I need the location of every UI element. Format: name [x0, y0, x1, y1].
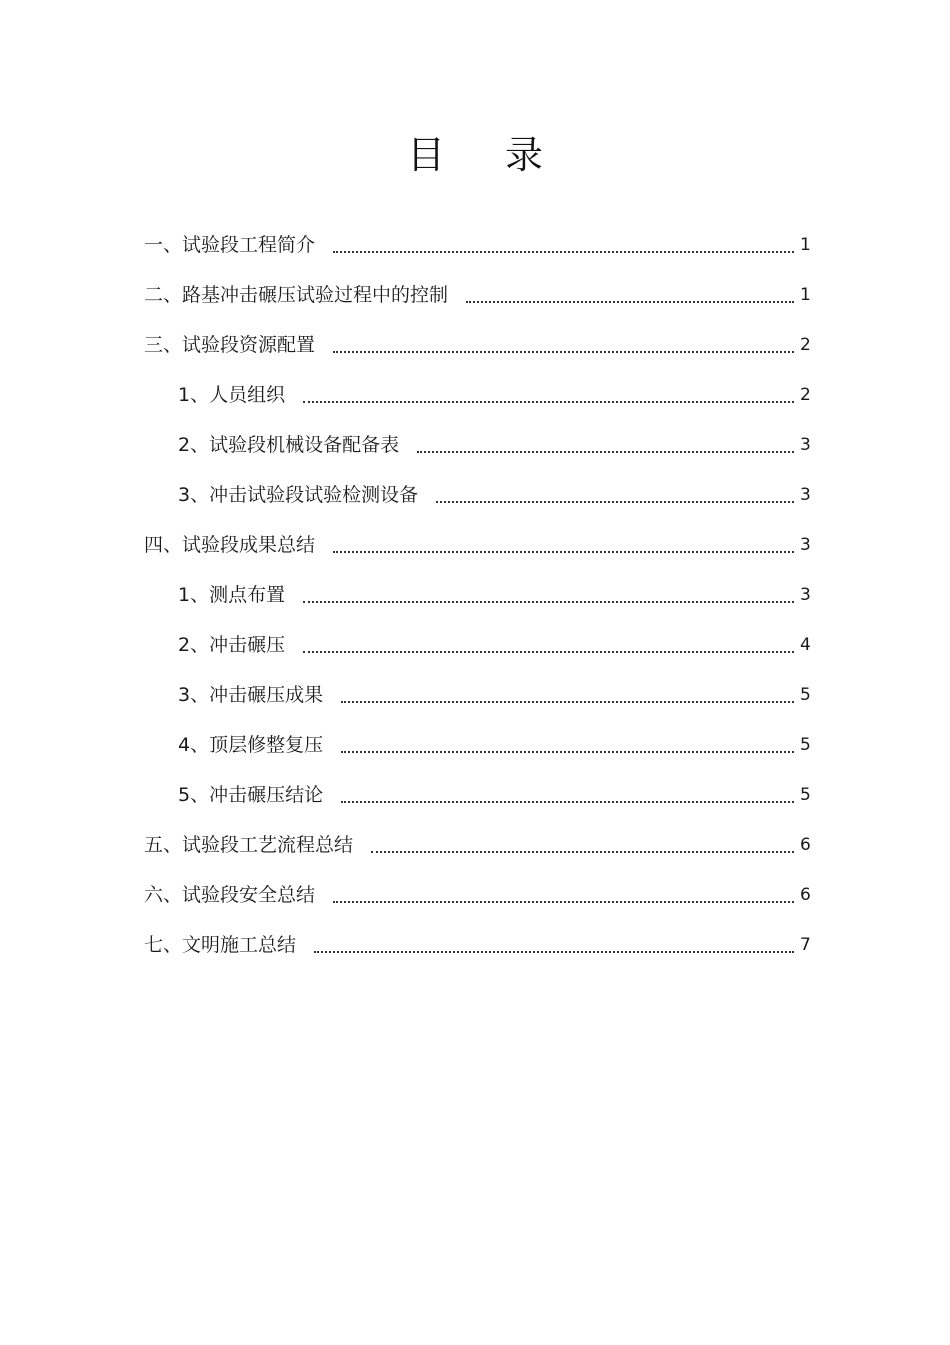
toc-entry-label: 1、测点布置 [178, 584, 286, 606]
dot-leader [371, 851, 794, 853]
toc-entry[interactable] [0, 367, 950, 417]
toc-entry[interactable] [0, 517, 950, 567]
toc-entry[interactable] [0, 617, 950, 667]
toc-entry-label: 一、试验段工程简介 [144, 234, 316, 256]
toc-entry[interactable] [0, 267, 950, 317]
toc-page-number: 7 [800, 935, 811, 955]
toc-page-number: 2 [800, 385, 811, 405]
toc-page-number: 4 [800, 635, 811, 655]
toc-entry[interactable] [0, 767, 950, 817]
dot-leader [341, 701, 794, 703]
dot-leader [303, 601, 794, 603]
dot-leader [341, 751, 794, 753]
page-title: 目 录 [406, 133, 568, 177]
table-of-contents [0, 217, 950, 967]
toc-entry-label: 3、冲击试验段试验检测设备 [178, 484, 419, 506]
dot-leader [333, 551, 794, 553]
toc-entry-label: 2、冲击碾压 [178, 634, 286, 656]
toc-entry-label: 六、试验段安全总结 [144, 884, 316, 906]
toc-entry-label: 4、顶层修整复压 [178, 734, 324, 756]
toc-entry[interactable] [0, 917, 950, 967]
toc-page-number: 3 [800, 585, 811, 605]
toc-page-number: 5 [800, 735, 811, 755]
toc-entry[interactable] [0, 867, 950, 917]
toc-page-number: 3 [800, 435, 811, 455]
dot-leader [466, 301, 794, 303]
toc-entry[interactable] [0, 467, 950, 517]
toc-entry-label: 三、试验段资源配置 [144, 334, 316, 356]
toc-entry-label: 1、人员组织 [178, 384, 286, 406]
toc-page-number: 5 [800, 685, 811, 705]
toc-entry-label: 二、路基冲击碾压试验过程中的控制 [144, 284, 449, 306]
toc-entry-label: 五、试验段工艺流程总结 [144, 834, 354, 856]
toc-entry-label: 3、冲击碾压成果 [178, 684, 324, 706]
toc-entry[interactable] [0, 717, 950, 767]
dot-leader [341, 801, 794, 803]
dot-leader [314, 951, 794, 953]
toc-entry-label: 七、文明施工总结 [144, 934, 297, 956]
toc-entry[interactable] [0, 667, 950, 717]
toc-page-number: 5 [800, 785, 811, 805]
dot-leader [436, 501, 794, 503]
dot-leader [417, 451, 794, 453]
toc-entry-label: 四、试验段成果总结 [144, 534, 316, 556]
toc-entry[interactable] [0, 317, 950, 367]
dot-leader [333, 901, 794, 903]
toc-page-number: 6 [800, 835, 811, 855]
toc-entry[interactable] [0, 567, 950, 617]
dot-leader [333, 251, 794, 253]
toc-page-number: 6 [800, 885, 811, 905]
toc-entry[interactable] [0, 417, 950, 467]
dot-leader [303, 401, 794, 403]
toc-entry-label: 5、冲击碾压结论 [178, 784, 324, 806]
toc-page-number: 3 [800, 485, 811, 505]
toc-page-number: 3 [800, 535, 811, 555]
toc-page-number: 1 [800, 285, 811, 305]
toc-entry-label: 2、试验段机械设备配备表 [178, 434, 400, 456]
toc-page-number: 1 [800, 235, 811, 255]
toc-entry[interactable] [0, 817, 950, 867]
toc-page-number: 2 [800, 335, 811, 355]
toc-entry[interactable] [0, 217, 950, 267]
dot-leader [333, 351, 794, 353]
dot-leader [303, 651, 794, 653]
